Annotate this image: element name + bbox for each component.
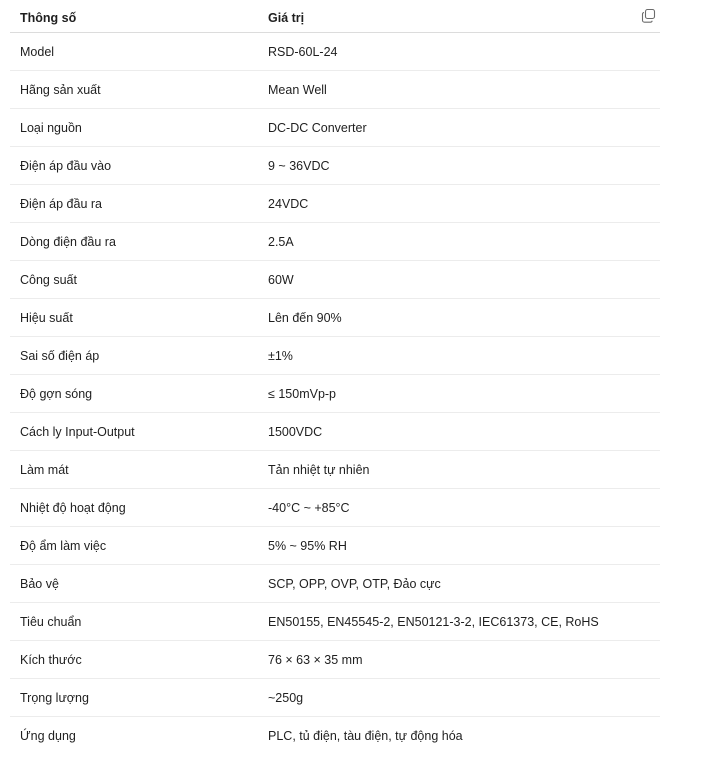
table-row [10, 641, 660, 679]
param-cell: Loại nguồn [10, 109, 258, 147]
table-row [10, 71, 660, 109]
table-row [10, 717, 660, 755]
param-cell: Cách ly Input-Output [10, 413, 258, 451]
value-cell: 2.5A [258, 223, 660, 261]
value-cell: Lên đến 90% [258, 299, 660, 337]
table-row [10, 261, 660, 299]
header-row [10, 0, 660, 33]
param-cell: Dòng điện đầu ra [10, 223, 258, 261]
param-cell: Tiêu chuẩn [10, 603, 258, 641]
value-cell: 76 × 63 × 35 mm [258, 641, 660, 679]
param-cell: Điện áp đầu ra [10, 185, 258, 223]
value-cell: PLC, tủ điện, tàu điện, tự động hóa [268, 728, 463, 743]
value-cell: 24VDC [258, 185, 660, 223]
value-cell: ~250g [258, 679, 660, 717]
value-cell: EN50155, EN45545-2, EN50121-3-2, IEC61373, CE, RoHS [258, 603, 660, 641]
table-row [10, 679, 660, 717]
param-cell: Ứng dụng [20, 728, 76, 743]
value-cell: 60W [258, 261, 660, 299]
param-cell: Sai số điện áp [10, 337, 258, 375]
header-param: Thông số [10, 0, 258, 33]
value-cell: Mean Well [258, 71, 660, 109]
param-cell: Hãng sản xuất [10, 71, 258, 109]
param-cell: Model [10, 33, 258, 71]
value-cell: -40°C ~ +85°C [258, 489, 660, 527]
table-row [10, 375, 660, 413]
value-cell: SCP, OPP, OVP, OTP, Đảo cực [258, 565, 660, 603]
table-row [10, 147, 660, 185]
value-cell: 9 ~ 36VDC [258, 147, 660, 185]
table-row [10, 185, 660, 223]
param-cell: Hiệu suất [10, 299, 258, 337]
table-row [10, 603, 660, 641]
param-cell: Bảo vệ [10, 565, 258, 603]
table-row [10, 33, 660, 71]
param-cell: Điện áp đầu vào [10, 147, 258, 185]
value-cell: ±1% [258, 337, 660, 375]
table-row [10, 299, 660, 337]
param-cell: Độ ẩm làm việc [10, 527, 258, 565]
spec-table [10, 0, 660, 754]
copy-button[interactable] [640, 7, 658, 25]
param-cell: Trọng lượng [10, 679, 258, 717]
param-cell: Độ gợn sóng [10, 375, 258, 413]
param-cell: Làm mát [10, 451, 258, 489]
table-row [10, 109, 660, 147]
param-cell: Công suất [10, 261, 258, 299]
value-cell: Tản nhiệt tự nhiên [258, 451, 660, 489]
header-value: Giá trị [258, 0, 660, 33]
table-row [10, 451, 660, 489]
param-cell: Kích thước [10, 641, 258, 679]
value-cell: ≤ 150mVp-p [258, 375, 660, 413]
param-cell: Nhiệt độ hoạt động [10, 489, 258, 527]
table-row [10, 527, 660, 565]
table-row [10, 565, 660, 603]
value-cell: 1500VDC [258, 413, 660, 451]
table-row [10, 337, 660, 375]
copy-icon [640, 7, 658, 25]
value-cell: 5% ~ 95% RH [258, 527, 660, 565]
table-row [10, 489, 660, 527]
value-cell: RSD-60L-24 [258, 33, 660, 71]
table-row [10, 413, 660, 451]
value-cell: DC-DC Converter [258, 109, 660, 147]
table-row [10, 223, 660, 261]
table-body [10, 33, 660, 755]
table-header [10, 0, 660, 33]
